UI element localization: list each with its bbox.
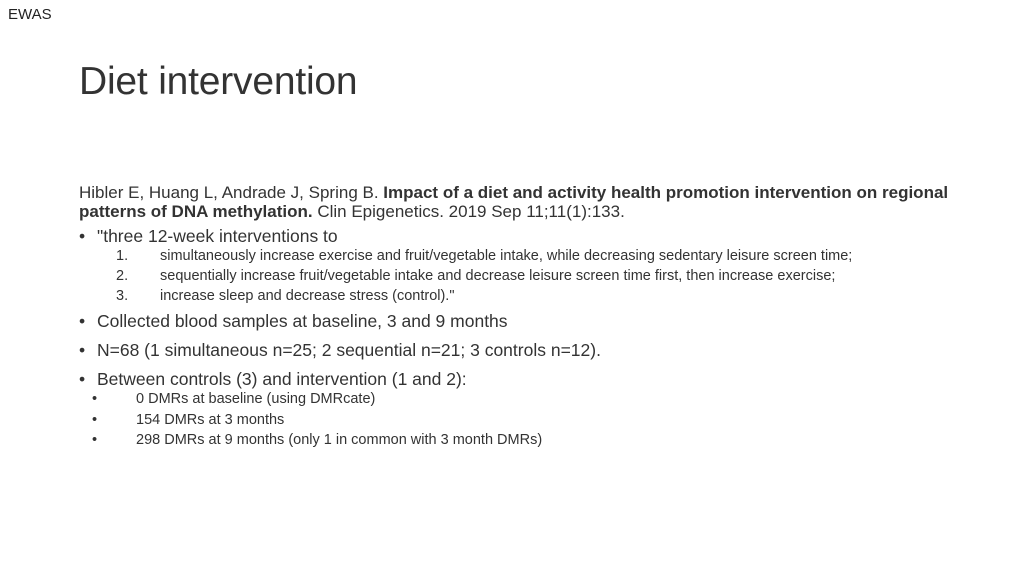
bullet-comparison <box>79 368 959 390</box>
bullet-dot: • <box>79 226 86 246</box>
bullet-sample-size <box>79 339 959 361</box>
dmr-item <box>79 432 959 448</box>
bullet-dot: • <box>92 411 98 428</box>
dmr-text: 0 DMRs at baseline (using DMRcate) <box>136 391 376 407</box>
item-number: 3. <box>116 288 129 304</box>
bullet-interventions <box>79 225 959 247</box>
bullet-dot: • <box>79 369 86 389</box>
item-text: simultaneously increase exercise and fruit/vegetable intake, while decreasing sedentary leisure screen time; <box>160 248 853 264</box>
citation <box>79 183 959 221</box>
dmr-text: 154 DMRs at 3 months <box>136 411 285 428</box>
bullet-blood-samples <box>79 310 959 332</box>
item-number: 2. <box>116 268 129 284</box>
bullet-text: "three 12-week interventions to <box>97 226 338 246</box>
item-number: 1. <box>116 248 129 264</box>
item-text: increase sleep and decrease stress (control)." <box>160 288 455 304</box>
dmr-item <box>79 412 959 428</box>
bullet-dot: • <box>92 432 98 448</box>
bullet-text: Collected blood samples at baseline, 3 and 9 months <box>97 311 508 331</box>
dmr-text: 298 DMRs at 9 months (only 1 in common with 3 month DMRs) <box>136 432 543 448</box>
intervention-item <box>79 289 959 304</box>
bullet-dot: • <box>92 391 98 407</box>
bullet-text: Between controls (3) and intervention (1 and 2): <box>97 369 467 389</box>
bullet-text: N=68 (1 simultaneous n=25; 2 sequential n=21; 3 controls n=12). <box>97 340 601 360</box>
slide-title: Diet intervention <box>79 60 358 103</box>
citation-source: Clin Epigenetics. 2019 Sep 11;11(1):133. <box>312 202 625 221</box>
dmr-item <box>79 391 959 407</box>
bullet-dot: • <box>79 311 86 331</box>
dmr-list <box>79 391 959 448</box>
intervention-item <box>79 249 959 264</box>
citation-article-title: Impact of a diet and activity health promotion intervention on regional patterns of DNA methylation. <box>79 183 949 221</box>
item-text: sequentially increase fruit/vegetable intake and decrease leisure screen time first, then increase exercise; <box>160 268 836 284</box>
intervention-list <box>79 249 959 304</box>
section-tag: EWAS <box>8 6 52 23</box>
intervention-item <box>79 269 959 284</box>
citation-authors: Hibler E, Huang L, Andrade J, Spring B. <box>79 183 384 202</box>
bullet-dot: • <box>79 340 86 360</box>
slide-body <box>79 183 959 453</box>
